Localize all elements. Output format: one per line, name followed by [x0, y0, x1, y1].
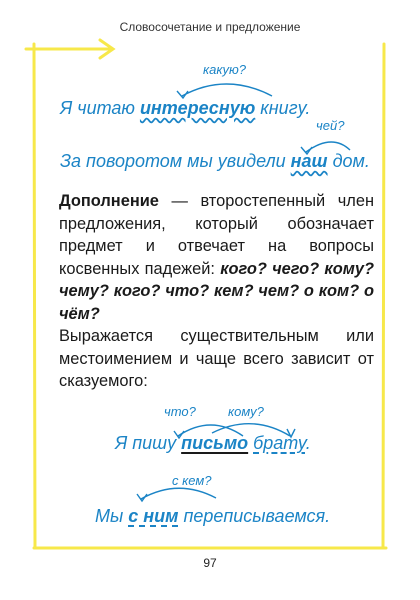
- case-questions: кого? чего? кому? чему? кого? что? кем? чем? о ком? о чём?: [59, 259, 374, 323]
- definition-text: [59, 190, 374, 393]
- definition-part: — второстепенный член предложения, который обозначает предмет и отвечает на вопросы косвенных падежей:: [59, 192, 374, 278]
- highlighted-word: письмо: [181, 433, 249, 453]
- question-label: с кем?: [172, 473, 212, 488]
- definition-term: Дополнение: [59, 192, 159, 210]
- sentence-part: За поворотом мы увидели: [60, 151, 291, 171]
- sentence-part: Я пишу: [115, 433, 182, 453]
- question-label: чей?: [316, 118, 345, 133]
- example-sentence: [60, 98, 310, 119]
- object-word: брату: [253, 433, 306, 453]
- highlighted-word: с ним: [128, 506, 179, 526]
- sentence-part: .: [305, 433, 311, 453]
- question-label: что?: [164, 404, 196, 419]
- example-sentence: [60, 151, 370, 172]
- sentence-part: Мы: [95, 506, 129, 526]
- question-label: какую?: [203, 62, 247, 77]
- sentence-part: Я читаю: [60, 98, 140, 118]
- highlighted-word: интересную: [139, 98, 256, 118]
- page-header: Словосочетание и предложение: [119, 20, 301, 34]
- question-label: кому?: [228, 404, 264, 419]
- page-number: 97: [203, 556, 217, 570]
- sentence-part: переписываемся.: [178, 506, 331, 526]
- definition-part: Выражается существительным или местоимением и чаще всего зависит от сказуемого:: [59, 327, 374, 390]
- example-sentence: [95, 506, 330, 527]
- sentence-part: дом.: [327, 151, 370, 171]
- sentence-part: книгу.: [255, 98, 311, 118]
- highlighted-word: наш: [290, 151, 328, 171]
- example-sentence: [115, 433, 311, 454]
